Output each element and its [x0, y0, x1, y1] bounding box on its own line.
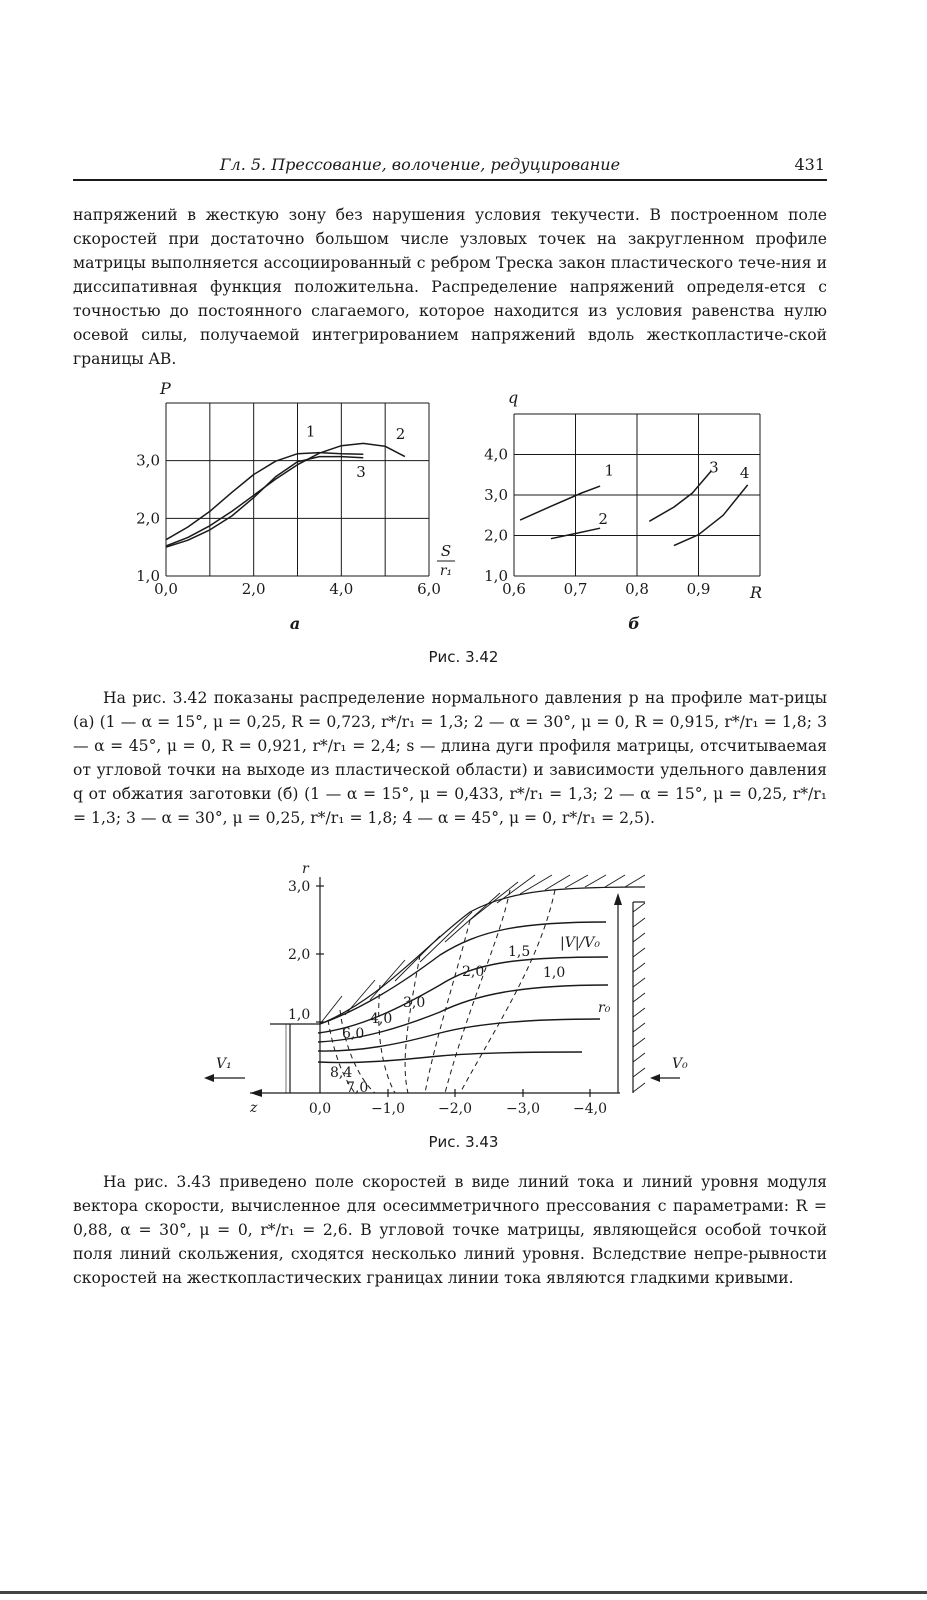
hatch: [633, 1038, 645, 1047]
series-label-3: 3: [356, 462, 366, 481]
r-tick-label: 3,0: [288, 879, 311, 895]
y-tick-label: 2,0: [136, 509, 160, 528]
level-line: [425, 920, 470, 1093]
y-tick-label: 1,0: [136, 567, 160, 585]
x-tick-label: 6,0: [417, 580, 441, 598]
y-tick-label: 3,0: [484, 486, 508, 504]
hatch: [633, 978, 645, 987]
level-label: 2,0: [462, 964, 485, 980]
x-tick-label: 0,9: [686, 580, 711, 598]
wall-hatching: [633, 903, 645, 1092]
figure-3-42: [120, 380, 780, 642]
axes-3-43: [250, 875, 645, 1097]
level-label: 4,0: [370, 1011, 393, 1027]
hatch: [470, 882, 518, 920]
y-axis-label: q: [508, 388, 519, 407]
die-profile: [320, 887, 645, 1024]
panel-b-label: б: [628, 614, 640, 633]
series-line-4: [674, 485, 748, 546]
hatch: [520, 875, 552, 894]
panel-a-label: а: [289, 614, 301, 633]
level-label: 1,5: [508, 944, 531, 960]
v1-arrow-head: [204, 1074, 214, 1082]
hatch: [633, 1053, 645, 1062]
hatch: [633, 1083, 645, 1092]
x-tick-label: 0,8: [625, 580, 649, 598]
x-axis-label: r₁: [439, 563, 453, 579]
axis-r-label: r: [302, 861, 309, 877]
x-axis-label: R: [749, 583, 763, 602]
y-axis-label: P: [160, 380, 171, 398]
velocity-legend: |V|/V₀: [560, 935, 600, 951]
series-line-3: [649, 472, 711, 522]
x-tick-label: 0,6: [502, 580, 526, 598]
series-label-1: 1: [305, 422, 316, 441]
y-tick-label: 1,0: [484, 567, 508, 585]
hatch: [625, 875, 645, 887]
paragraph-3: На рис. 3.43 приведено поле скоростей в виде линий тока и линий уровня модуля вектора скорости, вычисленное для осесимметричного прессования с параметрами: R = 0,88, α = 30°, μ = 0, r*/r₁ = 2,6. В угловой точке матрицы, являющейся особой точкой поля линий скольжения, сходятся несколько линий уровня. Вследствие непре-рывности скоростей на жесткопластических границах линии тока являются гладкими кривыми.: [73, 1173, 827, 1287]
hatch: [633, 918, 645, 927]
r0-arrow-head: [614, 893, 622, 905]
hatch: [420, 912, 472, 962]
hatch: [370, 960, 405, 1000]
r-tick-label: 1,0: [288, 1007, 311, 1023]
z-tick-label: −3,0: [506, 1101, 540, 1117]
x-tick-label: 4,0: [329, 580, 354, 598]
bottom-rule: [0, 1591, 927, 1594]
y-tick-label: 3,0: [136, 451, 160, 470]
r0-label: r₀: [598, 1000, 611, 1016]
figure-3-43-caption: Рис. 3.43: [428, 1133, 499, 1151]
hatch: [565, 875, 588, 888]
hatch: [633, 933, 645, 942]
hatch: [585, 875, 606, 887]
x-tick-label: 0,0: [154, 580, 178, 598]
hatch: [633, 903, 645, 912]
series-label-2: 2: [395, 424, 406, 443]
series-line-1: [520, 486, 600, 520]
panel-a-chart: [136, 380, 455, 598]
y-tick-label: 4,0: [484, 445, 508, 464]
level-label: 1,0: [543, 965, 566, 981]
series-label-2: 2: [598, 510, 608, 529]
level-label: 3,0: [403, 995, 426, 1011]
paragraph-1: напряжений в жесткую зону без нарушения условия текучести. В построенном поле скоростей при достаточно большом числе узловых точек на закругленном профиле матрицы выполняется ассоциированный с ребром Треска закон пластического тече-ния и диссипативная функция положительна. Распределение напряжений определя-ется с точностью до постоянного слагаемого, которое находится из условия равенства нулю осевой силы, получаемой интегрированием напряжений вдоль жесткопластиче-ской границы AB.: [73, 206, 827, 368]
z-tick-label: −2,0: [438, 1101, 472, 1117]
axis-z-label: z: [250, 1100, 258, 1116]
r-tick-label: 2,0: [288, 947, 311, 963]
running-head: [73, 153, 827, 181]
v1-label: V₁: [216, 1056, 232, 1072]
paragraph-2: На рис. 3.42 показаны распределение нормального давления p на профиле мат-рицы (а) (1 — α = 15°, μ = 0,25, R = 0,723, r*/r₁ = 1,3; 2 — α = 30°, μ = 0, R = 0,915, r*/r₁ = 1,8; 3 — α = 45°, μ = 0, R = 0,921, r*/r₁ = 2,4; s — длина дуги профиля матрицы, отсчитываемая от угловой точки на выходе из пластической области) и зависимости удельного давления q от обжатия заготовки (б) (1 — α = 15°, μ = 0,433, r*/r₁ = 1,3; 2 — α = 15°, μ = 0,25, r*/r₁ = 1,3; 3 — α = 30°, μ = 0,25, r*/r₁ = 1,8; 4 — α = 45°, μ = 0, r*/r₁ = 2,5).: [73, 689, 827, 827]
z-tick-label: −1,0: [371, 1101, 405, 1117]
series-line-2: [166, 443, 405, 546]
figure-3-43: [200, 860, 700, 1125]
x-axis-label: S: [440, 542, 452, 560]
chapter-title: Гл. 5. Прессование, волочение, редуцирование: [219, 155, 621, 174]
level-label: 6,0: [342, 1026, 365, 1042]
series-label-3: 3: [709, 458, 719, 477]
hatch: [633, 963, 645, 972]
page-number: 431: [794, 155, 825, 174]
series-label-1: 1: [604, 461, 615, 480]
hatch: [633, 948, 645, 957]
figure-3-42-caption: Рис. 3.42: [428, 648, 499, 666]
level-label: 7,0: [346, 1080, 369, 1096]
hatch: [345, 980, 375, 1015]
hatch: [633, 993, 645, 1002]
hatch: [633, 1023, 645, 1032]
z-axis-arrow: [250, 1089, 262, 1097]
hatch: [605, 875, 625, 887]
v0-label: V₀: [672, 1056, 688, 1072]
v0-arrow-head: [650, 1074, 660, 1082]
velocity-arrows: [204, 1074, 680, 1082]
panel-b-chart: [484, 388, 762, 602]
hatch: [395, 936, 440, 981]
level-line: [379, 985, 395, 1093]
x-tick-label: 2,0: [241, 580, 266, 598]
hatch: [633, 1068, 645, 1077]
stream-line: [318, 1052, 582, 1063]
series-label-4: 4: [739, 463, 750, 482]
series-line-1: [166, 453, 363, 540]
level-label: 8,4: [330, 1065, 353, 1081]
x-tick-label: 0,7: [563, 580, 588, 598]
z-tick-label: −4,0: [573, 1101, 607, 1117]
hatch: [633, 1008, 645, 1017]
y-tick-label: 2,0: [484, 526, 508, 545]
z-tick-label: 0,0: [308, 1101, 332, 1117]
